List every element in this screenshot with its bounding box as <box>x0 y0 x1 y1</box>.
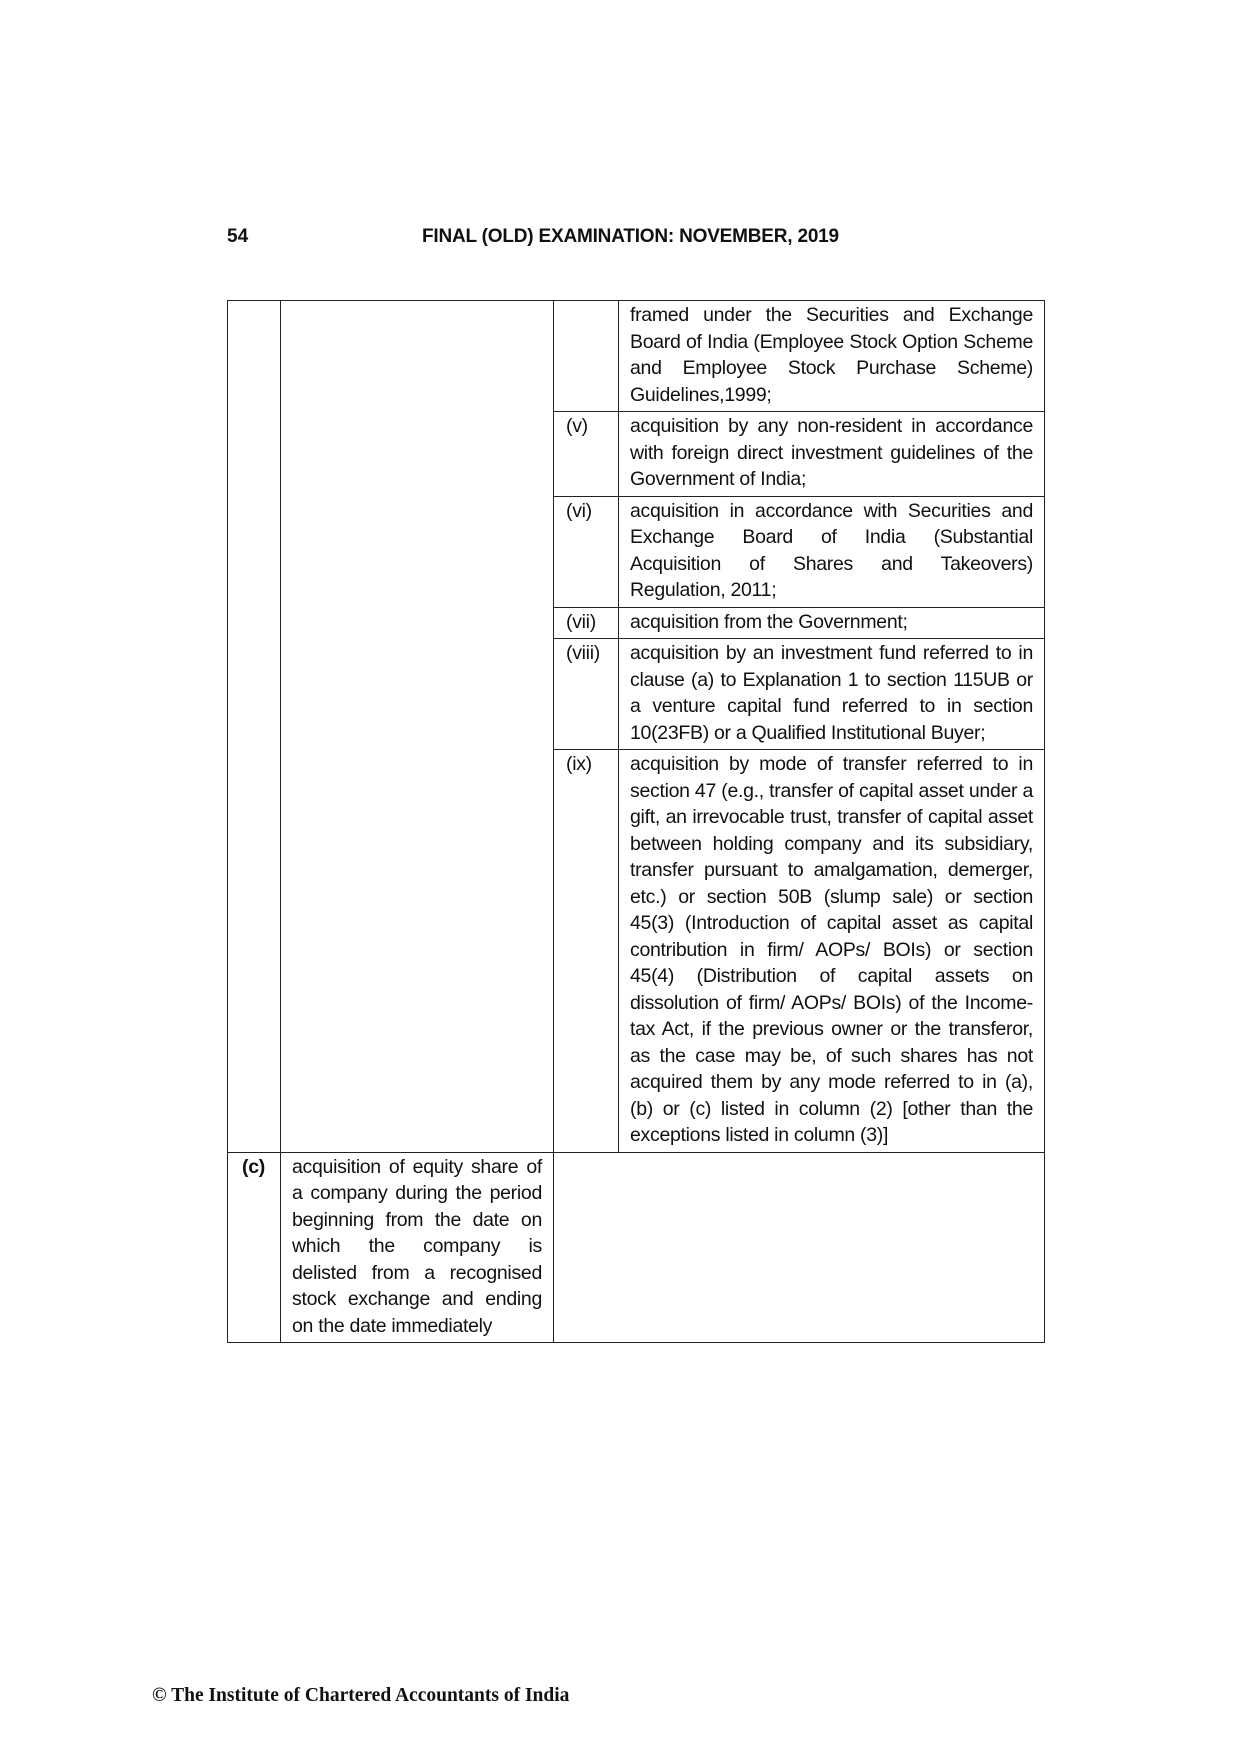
clause-number-cell: (vii) <box>554 607 619 639</box>
clause-number-cell: (vi) <box>554 496 619 607</box>
running-title: FINAL (OLD) EXAMINATION: NOVEMBER, 2019 <box>422 226 839 247</box>
row-description-cell: acquisition of equity share of a company during the period beginning from the date on which the company is delisted from a recognised stock exchange and ending on the date immediately <box>281 1152 554 1343</box>
row-description-cell <box>281 301 554 1153</box>
page-number: 54 <box>227 226 249 247</box>
empty-cell <box>554 1152 1045 1343</box>
table-row <box>228 301 1045 412</box>
page-header <box>227 226 1027 256</box>
clause-text-cell: acquisition in accordance with Securities and Exchange Board of India (Substantial Acquisition of Shares and Takeovers) Regulation, 2011; <box>619 496 1045 607</box>
row-label-cell <box>228 301 281 1153</box>
clause-number-cell <box>554 301 619 412</box>
clause-number-cell: (v) <box>554 412 619 497</box>
clause-number-cell: (viii) <box>554 639 619 750</box>
exceptions-table <box>227 300 1045 1343</box>
clause-text-cell: acquisition by an investment fund referred to in clause (a) to Explanation 1 to section 115UB or a venture capital fund referred to in section 10(23FB) or a Qualified Institutional Buyer; <box>619 639 1045 750</box>
clause-number-cell: (ix) <box>554 750 619 1153</box>
row-label-cell: (c) <box>228 1152 281 1343</box>
table-row <box>228 1152 1045 1343</box>
copyright-footer: © The Institute of Chartered Accountants of India <box>152 1685 570 1706</box>
clause-text-cell: acquisition from the Government; <box>619 607 1045 639</box>
clause-text-cell: acquisition by any non-resident in accordance with foreign direct investment guidelines of the Government of India; <box>619 412 1045 497</box>
clause-text-cell: acquisition by mode of transfer referred to in section 47 (e.g., transfer of capital asset under a gift, an irrevocable trust, transfer of capital asset between holding company and its subsidiary, transfer pursuant to amalgamation, demerger, etc.) or section 50B (slump sale) or section 45(3) (Introduction of capital asset as capital contribution in firm/ AOPs/ BOIs) or section 45(4) (Distribution of capital assets on dissolution of firm/ AOPs/ BOIs) of the Income-tax Act, if the previous owner or the transferor, as the case may be, of such shares has not acquired them by any mode referred to in (a), (b) or (c) listed in column (2) [other than the exceptions listed in column (3)] <box>619 750 1045 1153</box>
clause-text-cell: framed under the Securities and Exchange Board of India (Employee Stock Option Scheme and Employee Stock Purchase Scheme) Guidelines,1999; <box>619 301 1045 412</box>
